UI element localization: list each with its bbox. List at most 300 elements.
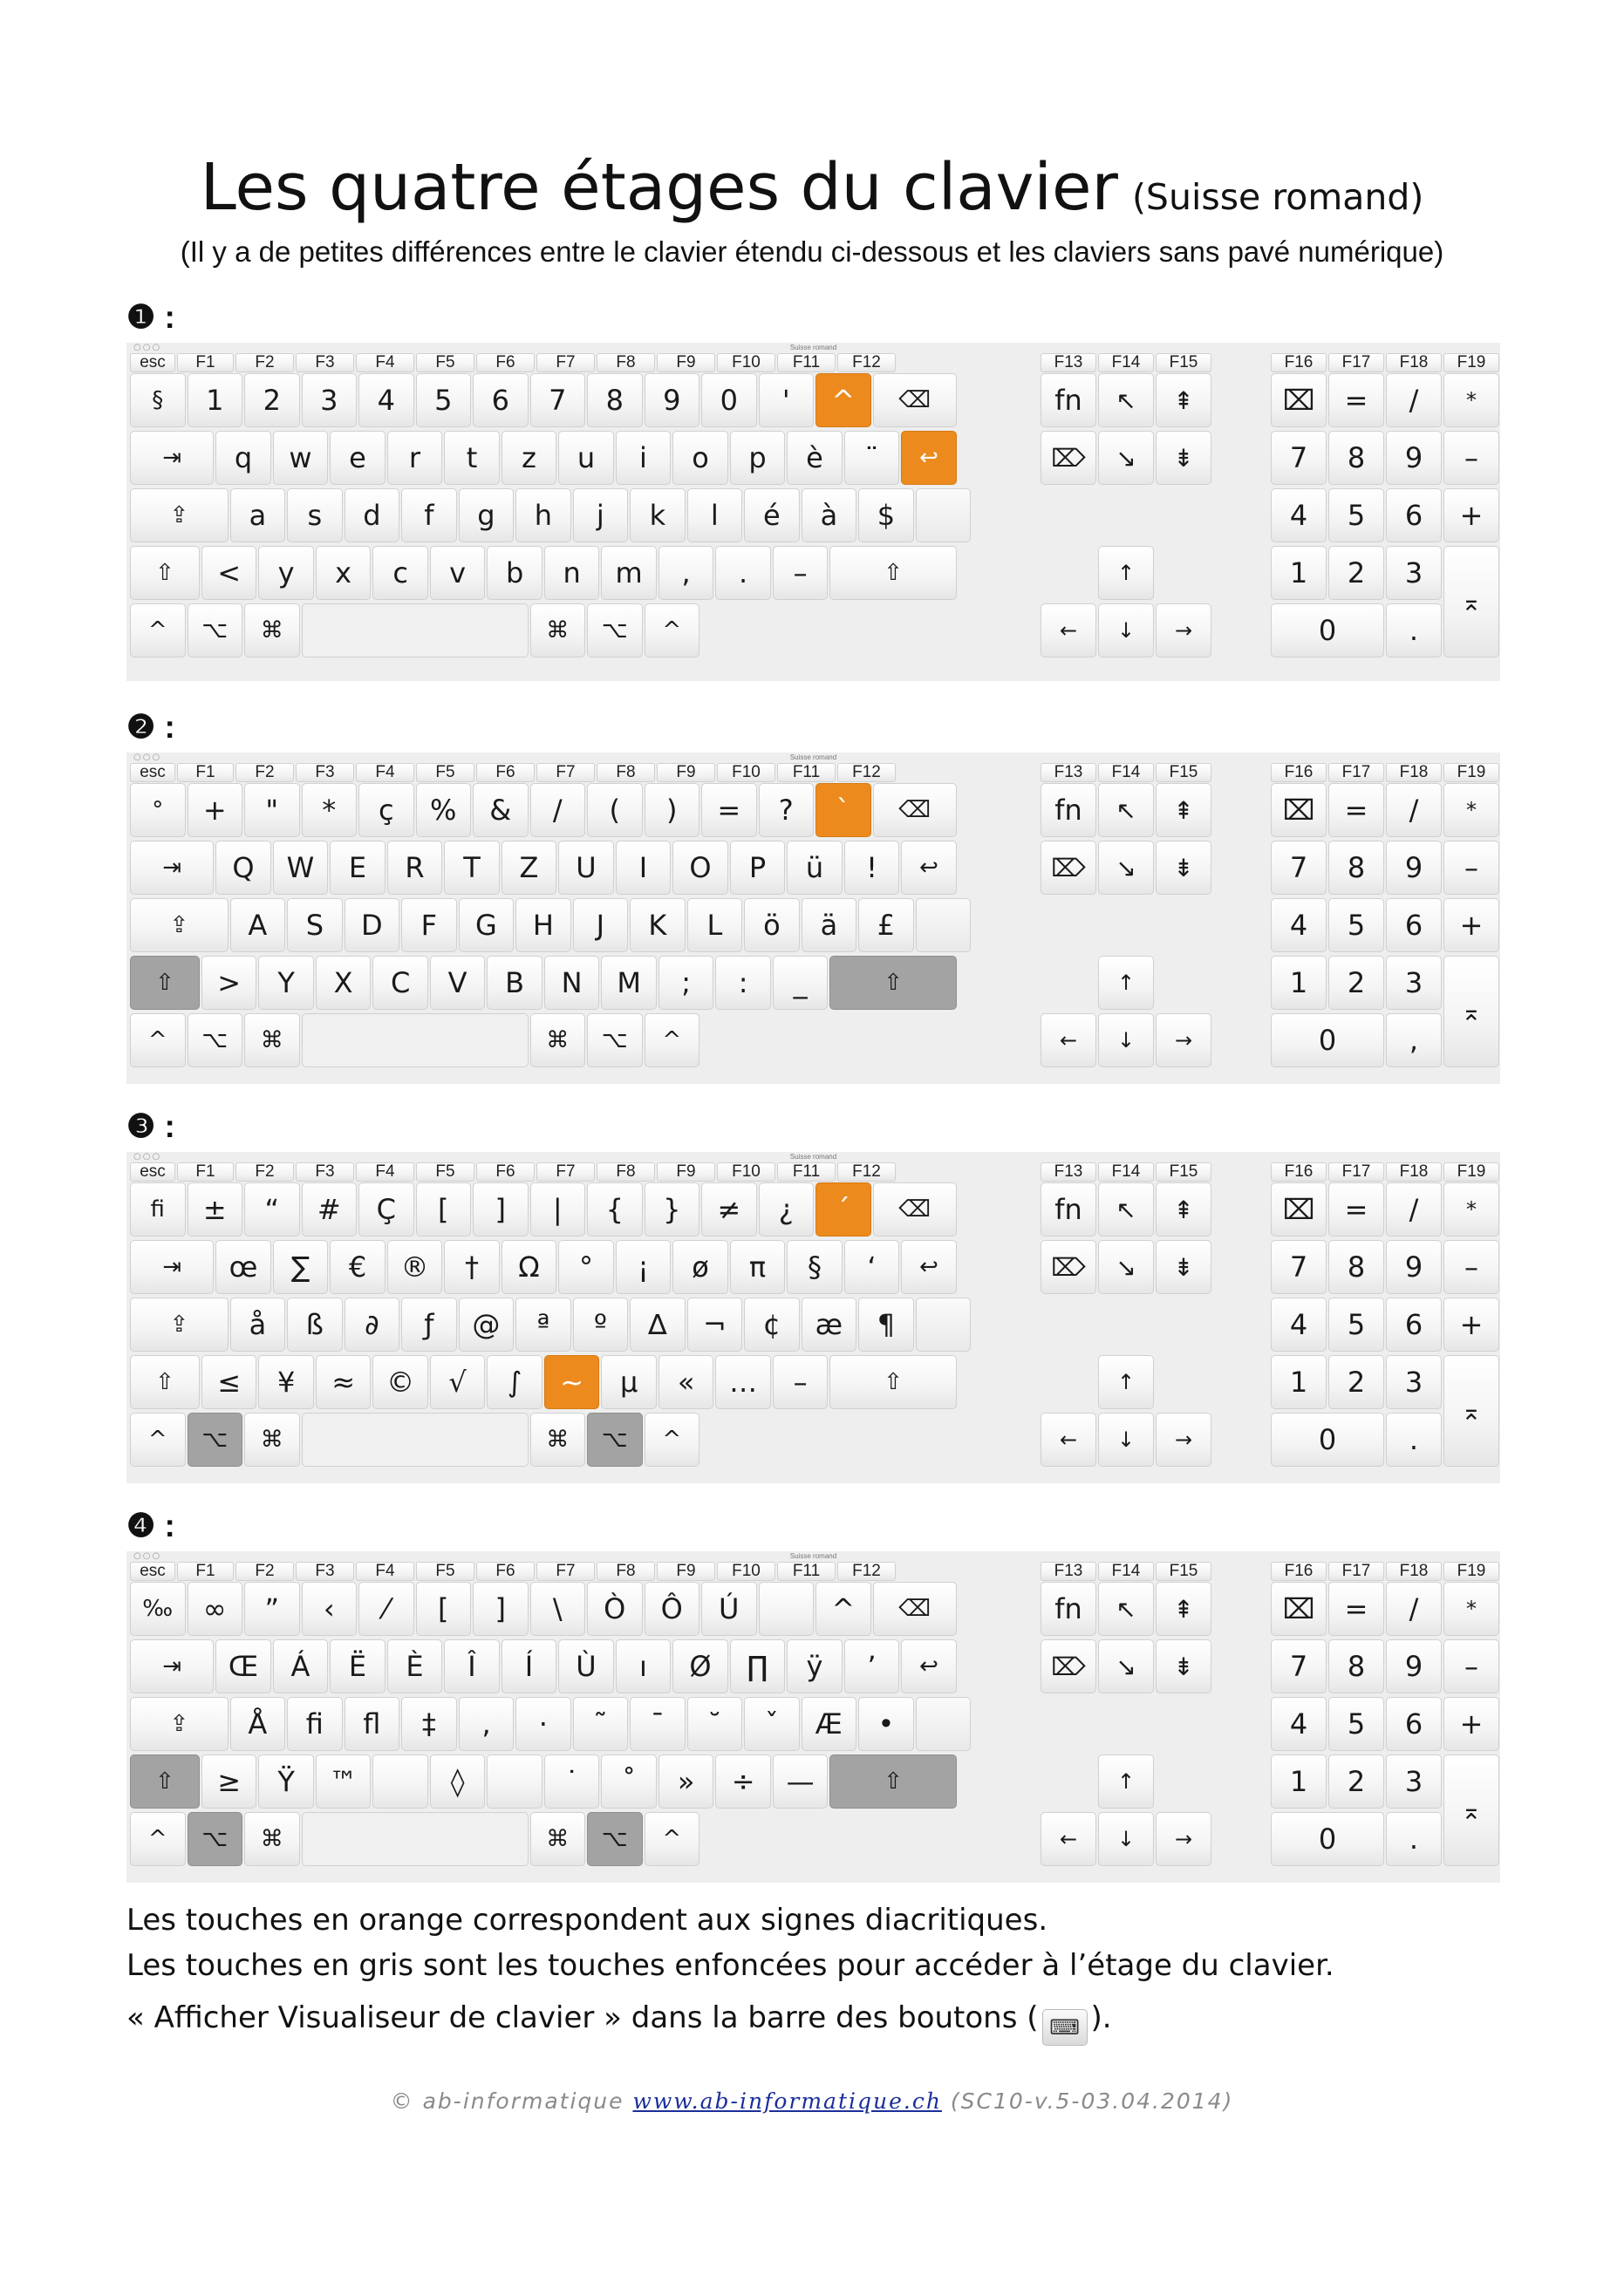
- key-home-row-4[interactable]: F: [401, 898, 457, 952]
- key-top-row-3[interactable]: €: [330, 1240, 386, 1294]
- key-fn-f18[interactable]: F18: [1386, 763, 1442, 782]
- key-fn-f16[interactable]: F16: [1271, 1162, 1327, 1182]
- key-fn-f8[interactable]: F8: [597, 1162, 655, 1182]
- key-modifier-row-2-command-icon[interactable]: ⌘: [244, 603, 300, 657]
- key-nav-up-arrow-up-icon[interactable]: ↑: [1098, 1355, 1154, 1409]
- key-num-r2-2[interactable]: 9: [1386, 1639, 1442, 1693]
- key-bottom-row-10[interactable]: :: [715, 956, 771, 1010]
- key-nav-r5-2-arrow-right-icon[interactable]: →: [1156, 1812, 1211, 1866]
- key-top-row-1[interactable]: œ: [215, 1240, 271, 1294]
- key-bottom-row-5[interactable]: ◊: [430, 1754, 486, 1809]
- key-bottom-row-8[interactable]: M: [601, 956, 657, 1010]
- key-bottom-row-12-shift-icon[interactable]: ⇧: [829, 956, 956, 1010]
- key-num-r1-0-clear-icon[interactable]: ⌧: [1271, 1182, 1327, 1237]
- key-nav-r1-0[interactable]: fn: [1041, 1582, 1096, 1636]
- key-fn-f16[interactable]: F16: [1271, 353, 1327, 372]
- key-modifier-row-1-option-icon[interactable]: ⌥: [188, 1812, 243, 1866]
- key-number-row-10[interactable]: =: [701, 783, 757, 837]
- key-top-row-4[interactable]: R: [387, 841, 443, 895]
- key-number-row-12-control-icon[interactable]: ^: [815, 373, 871, 427]
- key-number-row-5[interactable]: %: [416, 783, 472, 837]
- key-num-decimal[interactable]: .: [1386, 603, 1442, 657]
- key-home-row-7[interactable]: J: [573, 898, 629, 952]
- key-modifier-row-2-command-icon[interactable]: ⌘: [244, 1013, 300, 1067]
- key-num-decimal[interactable]: .: [1386, 1413, 1442, 1467]
- key-bottom-row-0-shift-icon[interactable]: ⇧: [130, 1754, 200, 1809]
- key-nav-r1-1-home-icon[interactable]: ↖: [1098, 1582, 1154, 1636]
- key-fn-f1[interactable]: F1: [177, 763, 234, 782]
- key-fn-f15[interactable]: F15: [1156, 1162, 1211, 1182]
- key-num-r3-1[interactable]: 5: [1328, 1298, 1384, 1352]
- key-modifier-row-3-apple-logo-icon[interactable]: [302, 1013, 529, 1067]
- key-num-decimal[interactable]: .: [1386, 1812, 1442, 1866]
- key-bottom-row-0-shift-icon[interactable]: ⇧: [130, 1355, 200, 1409]
- key-nav-r2-2-page-down-icon[interactable]: ⇟: [1156, 1639, 1211, 1693]
- key-num-r4-1[interactable]: 2: [1328, 1355, 1384, 1409]
- key-home-row-12[interactable]: ¶: [858, 1298, 914, 1352]
- key-home-row-0-caps-lock-icon[interactable]: ⇪: [130, 488, 229, 542]
- key-fn-esc[interactable]: esc: [130, 763, 175, 782]
- key-number-row-11[interactable]: ¿: [759, 1182, 815, 1237]
- key-num-r1-1[interactable]: =: [1328, 1582, 1384, 1636]
- key-num-r4-2[interactable]: 3: [1386, 1355, 1442, 1409]
- key-top-row-1[interactable]: Q: [215, 841, 271, 895]
- key-nav-r2-1-end-icon[interactable]: ↘: [1098, 1240, 1154, 1294]
- key-number-row-1[interactable]: ∞: [188, 1582, 243, 1636]
- key-num-r4-2[interactable]: 3: [1386, 1754, 1442, 1809]
- key-modifier-row-4-command-icon[interactable]: ⌘: [530, 1413, 586, 1467]
- key-num-r3-2[interactable]: 6: [1386, 898, 1442, 952]
- key-modifier-row-1-option-icon[interactable]: ⌥: [188, 603, 243, 657]
- key-top-row-4[interactable]: È: [387, 1639, 443, 1693]
- key-home-row-10[interactable]: é: [744, 488, 800, 542]
- key-num-r2-2[interactable]: 9: [1386, 431, 1442, 485]
- key-number-row-13-backspace-icon[interactable]: ⌫: [873, 1582, 957, 1636]
- key-bottom-row-11[interactable]: _: [773, 956, 829, 1010]
- key-number-row-0[interactable]: °: [130, 783, 186, 837]
- key-home-row-5[interactable]: G: [459, 898, 515, 952]
- key-modifier-row-2-command-icon[interactable]: ⌘: [244, 1413, 300, 1467]
- key-bottom-row-9[interactable]: «: [658, 1355, 714, 1409]
- key-number-row-4[interactable]: ⁄: [358, 1582, 414, 1636]
- key-top-row-9[interactable]: o: [672, 431, 728, 485]
- key-top-row-10[interactable]: p: [730, 431, 786, 485]
- key-number-row-1[interactable]: ±: [188, 1182, 243, 1237]
- key-fn-esc[interactable]: esc: [130, 353, 175, 372]
- key-nav-r5-0-arrow-left-icon[interactable]: ←: [1041, 603, 1096, 657]
- key-number-row-4[interactable]: 4: [358, 373, 414, 427]
- key-fn-f2[interactable]: F2: [235, 763, 294, 782]
- key-fn-f15[interactable]: F15: [1156, 353, 1211, 372]
- key-bottom-row-6-apple-logo-icon[interactable]: [487, 1754, 542, 1809]
- key-num-r3-0[interactable]: 4: [1271, 1697, 1327, 1751]
- key-top-row-6[interactable]: Ω: [502, 1240, 557, 1294]
- key-top-row-7[interactable]: u: [558, 431, 614, 485]
- key-fn-f11[interactable]: F11: [777, 353, 836, 372]
- key-home-row-10[interactable]: ˇ: [744, 1697, 800, 1751]
- key-modifier-row-6-control-icon[interactable]: ^: [645, 1013, 700, 1067]
- key-modifier-row-0-control-icon[interactable]: ^: [130, 603, 186, 657]
- key-modifier-row-5-option-icon[interactable]: ⌥: [587, 603, 643, 657]
- key-fn-f1[interactable]: F1: [177, 1162, 234, 1182]
- key-fn-f14[interactable]: F14: [1098, 353, 1154, 372]
- key-top-row-2[interactable]: W: [273, 841, 329, 895]
- key-fn-f4[interactable]: F4: [356, 1162, 414, 1182]
- key-nav-r5-0-arrow-left-icon[interactable]: ←: [1041, 1413, 1096, 1467]
- key-bottom-row-5[interactable]: √: [430, 1355, 486, 1409]
- key-fn-f10[interactable]: F10: [717, 1562, 775, 1581]
- key-fn-f7[interactable]: F7: [536, 1562, 595, 1581]
- key-number-row-3[interactable]: *: [302, 783, 358, 837]
- key-top-row-9[interactable]: ø: [672, 1240, 728, 1294]
- key-fn-f17[interactable]: F17: [1328, 763, 1384, 782]
- key-nav-up-arrow-up-icon[interactable]: ↑: [1098, 546, 1154, 600]
- key-fn-f5[interactable]: F5: [416, 1562, 474, 1581]
- key-bottom-row-12-shift-icon[interactable]: ⇧: [829, 1355, 956, 1409]
- key-number-row-2[interactable]: ": [244, 783, 300, 837]
- key-nav-r1-1-home-icon[interactable]: ↖: [1098, 373, 1154, 427]
- key-top-row-7[interactable]: Ù: [558, 1639, 614, 1693]
- key-home-row-4[interactable]: f: [401, 488, 457, 542]
- key-bottom-row-6[interactable]: ∫: [487, 1355, 542, 1409]
- key-home-row-2[interactable]: ß: [287, 1298, 343, 1352]
- key-modifier-row-1-option-icon[interactable]: ⌥: [188, 1413, 243, 1467]
- key-number-row-7[interactable]: \: [530, 1582, 586, 1636]
- key-fn-f9[interactable]: F9: [657, 1562, 715, 1581]
- key-nav-r5-1-arrow-down-icon[interactable]: ↓: [1098, 1812, 1154, 1866]
- key-top-row-3[interactable]: e: [330, 431, 386, 485]
- key-home-row-3[interactable]: ﬂ: [345, 1697, 400, 1751]
- key-fn-f3[interactable]: F3: [296, 1562, 354, 1581]
- key-home-row-13-apple-logo-icon[interactable]: [916, 1298, 972, 1352]
- key-number-row-7[interactable]: |: [530, 1182, 586, 1237]
- key-num-zero[interactable]: 0: [1271, 1413, 1384, 1467]
- key-home-row-9[interactable]: l: [687, 488, 743, 542]
- key-top-row-5[interactable]: †: [444, 1240, 500, 1294]
- key-home-row-6[interactable]: H: [515, 898, 571, 952]
- key-nav-up-arrow-up-icon[interactable]: ↑: [1098, 1754, 1154, 1809]
- key-fn-f12[interactable]: F12: [837, 1562, 896, 1581]
- key-num-r2-0[interactable]: 7: [1271, 1240, 1327, 1294]
- key-fn-f14[interactable]: F14: [1098, 1562, 1154, 1581]
- key-num-r1-2[interactable]: /: [1386, 783, 1442, 837]
- key-number-row-2[interactable]: 2: [244, 373, 300, 427]
- key-top-row-5[interactable]: T: [444, 841, 500, 895]
- key-number-row-6[interactable]: ]: [473, 1582, 529, 1636]
- key-home-row-6[interactable]: ª: [515, 1298, 571, 1352]
- key-fn-f5[interactable]: F5: [416, 1162, 474, 1182]
- key-num-r1-3[interactable]: *: [1443, 1182, 1499, 1237]
- key-bottom-row-8[interactable]: µ: [601, 1355, 657, 1409]
- key-bottom-row-2[interactable]: Y: [258, 956, 314, 1010]
- key-bottom-row-4[interactable]: ©: [372, 1355, 428, 1409]
- key-modifier-row-4-command-icon[interactable]: ⌘: [530, 1812, 586, 1866]
- key-home-row-7[interactable]: º: [573, 1298, 629, 1352]
- key-bottom-row-1[interactable]: ≤: [201, 1355, 257, 1409]
- key-home-row-3[interactable]: D: [345, 898, 400, 952]
- key-top-row-3[interactable]: E: [330, 841, 386, 895]
- key-fn-f9[interactable]: F9: [657, 1162, 715, 1182]
- key-nav-r5-1-arrow-down-icon[interactable]: ↓: [1098, 603, 1154, 657]
- key-fn-f13[interactable]: F13: [1041, 763, 1096, 782]
- key-fn-f17[interactable]: F17: [1328, 353, 1384, 372]
- key-fn-f12[interactable]: F12: [837, 1162, 896, 1182]
- key-fn-f4[interactable]: F4: [356, 763, 414, 782]
- key-modifier-row-2-command-icon[interactable]: ⌘: [244, 1812, 300, 1866]
- key-num-r2-1[interactable]: 8: [1328, 841, 1384, 895]
- key-num-r1-2[interactable]: /: [1386, 1582, 1442, 1636]
- key-number-row-2[interactable]: ”: [244, 1582, 300, 1636]
- key-top-row-11[interactable]: ü: [787, 841, 843, 895]
- key-nav-r2-1-end-icon[interactable]: ↘: [1098, 1639, 1154, 1693]
- key-top-row-12[interactable]: !: [844, 841, 900, 895]
- key-number-row-4[interactable]: ç: [358, 783, 414, 837]
- key-bottom-row-3[interactable]: x: [316, 546, 372, 600]
- key-home-row-0-caps-lock-icon[interactable]: ⇪: [130, 898, 229, 952]
- key-fn-f3[interactable]: F3: [296, 763, 354, 782]
- key-num-r4-0[interactable]: 1: [1271, 956, 1327, 1010]
- key-fn-f19[interactable]: F19: [1443, 353, 1499, 372]
- key-num-r2-0[interactable]: 7: [1271, 1639, 1327, 1693]
- key-modifier-row-4-command-icon[interactable]: ⌘: [530, 603, 586, 657]
- key-fn-f2[interactable]: F2: [235, 1562, 294, 1581]
- key-top-row-8[interactable]: ı: [616, 1639, 672, 1693]
- key-number-row-9[interactable]: }: [645, 1182, 700, 1237]
- key-num-r1-0-clear-icon[interactable]: ⌧: [1271, 373, 1327, 427]
- key-num-r1-3[interactable]: *: [1443, 783, 1499, 837]
- key-number-row-6[interactable]: ]: [473, 1182, 529, 1237]
- key-top-row-2[interactable]: Á: [273, 1639, 329, 1693]
- key-home-row-2[interactable]: S: [287, 898, 343, 952]
- key-number-row-11-apple-logo-icon[interactable]: [759, 1582, 815, 1636]
- key-bottom-row-4-apple-logo-icon[interactable]: [372, 1754, 428, 1809]
- key-num-r2-1[interactable]: 8: [1328, 1240, 1384, 1294]
- key-num-zero[interactable]: 0: [1271, 1812, 1384, 1866]
- key-top-row-5[interactable]: Î: [444, 1639, 500, 1693]
- key-top-row-7[interactable]: U: [558, 841, 614, 895]
- key-top-row-0-tab-icon[interactable]: ⇥: [130, 1639, 214, 1693]
- key-modifier-row-3-apple-logo-icon[interactable]: [302, 1812, 529, 1866]
- key-fn-f14[interactable]: F14: [1098, 1162, 1154, 1182]
- key-num-r2-3[interactable]: –: [1443, 841, 1499, 895]
- key-modifier-row-0-control-icon[interactable]: ^: [130, 1013, 186, 1067]
- key-fn-esc[interactable]: esc: [130, 1562, 175, 1581]
- key-nav-r2-0-forward-delete-icon[interactable]: ⌦: [1041, 1639, 1096, 1693]
- key-num-enter-enter-icon[interactable]: ⌅: [1443, 1355, 1499, 1467]
- key-top-row-10[interactable]: ∏: [730, 1639, 786, 1693]
- key-nav-r1-2-page-up-icon[interactable]: ⇞: [1156, 373, 1211, 427]
- key-num-r4-1[interactable]: 2: [1328, 1754, 1384, 1809]
- key-home-row-7[interactable]: j: [573, 488, 629, 542]
- key-num-r1-2[interactable]: /: [1386, 1182, 1442, 1237]
- key-number-row-5[interactable]: 5: [416, 373, 472, 427]
- key-top-row-11[interactable]: è: [787, 431, 843, 485]
- key-bottom-row-5[interactable]: V: [430, 956, 486, 1010]
- key-num-r3-2[interactable]: 6: [1386, 488, 1442, 542]
- key-nav-r5-2-arrow-right-icon[interactable]: →: [1156, 1413, 1211, 1467]
- key-nav-up-arrow-up-icon[interactable]: ↑: [1098, 956, 1154, 1010]
- key-fn-f18[interactable]: F18: [1386, 1162, 1442, 1182]
- key-num-r2-3[interactable]: –: [1443, 1639, 1499, 1693]
- key-home-row-1[interactable]: A: [230, 898, 286, 952]
- key-home-row-13-apple-logo-icon[interactable]: [916, 1697, 972, 1751]
- key-bottom-row-6[interactable]: B: [487, 956, 542, 1010]
- key-fn-f10[interactable]: F10: [717, 353, 775, 372]
- key-home-row-1[interactable]: Å: [230, 1697, 286, 1751]
- key-nav-r5-0-arrow-left-icon[interactable]: ←: [1041, 1812, 1096, 1866]
- key-num-r4-0[interactable]: 1: [1271, 1355, 1327, 1409]
- key-top-row-4[interactable]: r: [387, 431, 443, 485]
- key-fn-f5[interactable]: F5: [416, 763, 474, 782]
- key-fn-f6[interactable]: F6: [476, 353, 535, 372]
- key-num-r4-0[interactable]: 1: [1271, 546, 1327, 600]
- key-number-row-9[interactable]: Ô: [645, 1582, 700, 1636]
- key-number-row-7[interactable]: 7: [530, 373, 586, 427]
- key-home-row-8[interactable]: ∆: [630, 1298, 686, 1352]
- key-bottom-row-2[interactable]: y: [258, 546, 314, 600]
- key-fn-f7[interactable]: F7: [536, 763, 595, 782]
- key-modifier-row-5-option-icon[interactable]: ⌥: [587, 1013, 643, 1067]
- key-top-row-6[interactable]: Í: [502, 1639, 557, 1693]
- key-number-row-5[interactable]: [: [416, 1582, 472, 1636]
- key-num-r1-3[interactable]: *: [1443, 1582, 1499, 1636]
- key-num-zero[interactable]: 0: [1271, 1013, 1384, 1067]
- key-number-row-3[interactable]: ‹: [302, 1582, 358, 1636]
- key-top-row-6[interactable]: Z: [502, 841, 557, 895]
- key-modifier-row-5-option-icon[interactable]: ⌥: [587, 1812, 643, 1866]
- key-bottom-row-0-shift-icon[interactable]: ⇧: [130, 956, 200, 1010]
- key-bottom-row-2[interactable]: ¥: [258, 1355, 314, 1409]
- key-fn-esc[interactable]: esc: [130, 1162, 175, 1182]
- key-top-row-9[interactable]: Ø: [672, 1639, 728, 1693]
- key-fn-f4[interactable]: F4: [356, 1562, 414, 1581]
- key-nav-r1-0[interactable]: fn: [1041, 373, 1096, 427]
- key-fn-f11[interactable]: F11: [777, 1562, 836, 1581]
- key-top-row-12[interactable]: ¨: [844, 431, 900, 485]
- key-home-row-4[interactable]: ‡: [401, 1697, 457, 1751]
- key-bottom-row-0-shift-icon[interactable]: ⇧: [130, 546, 200, 600]
- key-nav-r1-2-page-up-icon[interactable]: ⇞: [1156, 1182, 1211, 1237]
- key-home-row-9[interactable]: ¬: [687, 1298, 743, 1352]
- key-fn-f15[interactable]: F15: [1156, 1562, 1211, 1581]
- key-number-row-11[interactable]: ': [759, 373, 815, 427]
- key-top-row-11[interactable]: ÿ: [787, 1639, 843, 1693]
- key-bottom-row-11[interactable]: –: [773, 546, 829, 600]
- key-fn-f2[interactable]: F2: [235, 353, 294, 372]
- key-num-r3-0[interactable]: 4: [1271, 1298, 1327, 1352]
- key-num-r3-3[interactable]: +: [1443, 898, 1499, 952]
- key-nav-r2-0-forward-delete-icon[interactable]: ⌦: [1041, 841, 1096, 895]
- key-number-row-4[interactable]: Ç: [358, 1182, 414, 1237]
- key-home-row-1[interactable]: å: [230, 1298, 286, 1352]
- key-top-row-12[interactable]: ‘: [844, 1240, 900, 1294]
- key-top-row-8[interactable]: I: [616, 841, 672, 895]
- key-num-r4-2[interactable]: 3: [1386, 546, 1442, 600]
- key-num-r4-0[interactable]: 1: [1271, 1754, 1327, 1809]
- key-home-row-12[interactable]: $: [858, 488, 914, 542]
- key-num-r3-0[interactable]: 4: [1271, 488, 1327, 542]
- key-num-r1-0-clear-icon[interactable]: ⌧: [1271, 783, 1327, 837]
- key-num-r3-0[interactable]: 4: [1271, 898, 1327, 952]
- key-number-row-12[interactable]: `: [815, 783, 871, 837]
- key-num-r1-1[interactable]: =: [1328, 373, 1384, 427]
- key-nav-r1-0[interactable]: fn: [1041, 1182, 1096, 1237]
- key-bottom-row-7[interactable]: n: [544, 546, 600, 600]
- key-top-row-11[interactable]: §: [787, 1240, 843, 1294]
- key-bottom-row-3[interactable]: ™: [316, 1754, 372, 1809]
- key-modifier-row-3-apple-logo-icon[interactable]: [302, 603, 529, 657]
- key-num-r4-1[interactable]: 2: [1328, 956, 1384, 1010]
- key-home-row-13-apple-logo-icon[interactable]: [916, 898, 972, 952]
- key-modifier-row-0-control-icon[interactable]: ^: [130, 1812, 186, 1866]
- key-top-row-3[interactable]: Ë: [330, 1639, 386, 1693]
- key-nav-r1-2-page-up-icon[interactable]: ⇞: [1156, 783, 1211, 837]
- key-number-row-10[interactable]: ≠: [701, 1182, 757, 1237]
- key-home-row-10[interactable]: ö: [744, 898, 800, 952]
- key-num-enter-enter-icon[interactable]: ⌅: [1443, 956, 1499, 1067]
- key-bottom-row-9[interactable]: ;: [658, 956, 714, 1010]
- key-top-row-12[interactable]: ’: [844, 1639, 900, 1693]
- key-fn-f8[interactable]: F8: [597, 353, 655, 372]
- key-nav-r5-0-arrow-left-icon[interactable]: ←: [1041, 1013, 1096, 1067]
- key-bottom-row-10[interactable]: ÷: [715, 1754, 771, 1809]
- key-fn-f3[interactable]: F3: [296, 1162, 354, 1182]
- key-home-row-5[interactable]: g: [459, 488, 515, 542]
- key-nav-r2-0-forward-delete-icon[interactable]: ⌦: [1041, 1240, 1096, 1294]
- key-modifier-row-5-option-icon[interactable]: ⌥: [587, 1413, 643, 1467]
- key-bottom-row-6[interactable]: b: [487, 546, 542, 600]
- key-top-row-8[interactable]: ¡: [616, 1240, 672, 1294]
- key-nav-r2-1-end-icon[interactable]: ↘: [1098, 431, 1154, 485]
- key-home-row-6[interactable]: h: [515, 488, 571, 542]
- key-nav-r5-1-arrow-down-icon[interactable]: ↓: [1098, 1013, 1154, 1067]
- key-top-row-0-tab-icon[interactable]: ⇥: [130, 431, 214, 485]
- key-number-row-12-control-icon[interactable]: ^: [815, 1582, 871, 1636]
- key-modifier-row-4-command-icon[interactable]: ⌘: [530, 1013, 586, 1067]
- key-num-r3-1[interactable]: 5: [1328, 898, 1384, 952]
- key-number-row-9[interactable]: ): [645, 783, 700, 837]
- key-bottom-row-3[interactable]: ≈: [316, 1355, 372, 1409]
- key-top-row-13-return-icon[interactable]: ↩: [901, 1240, 957, 1294]
- key-number-row-1[interactable]: 1: [188, 373, 243, 427]
- key-home-row-9[interactable]: L: [687, 898, 743, 952]
- key-bottom-row-11[interactable]: —: [773, 1754, 829, 1809]
- key-num-r1-1[interactable]: =: [1328, 1182, 1384, 1237]
- key-fn-f8[interactable]: F8: [597, 763, 655, 782]
- key-home-row-0-caps-lock-icon[interactable]: ⇪: [130, 1697, 229, 1751]
- key-top-row-1[interactable]: Œ: [215, 1639, 271, 1693]
- key-home-row-8[interactable]: ¯: [630, 1697, 686, 1751]
- key-num-r4-2[interactable]: 3: [1386, 956, 1442, 1010]
- key-modifier-row-6-control-icon[interactable]: ^: [645, 603, 700, 657]
- key-bottom-row-10[interactable]: .: [715, 546, 771, 600]
- key-nav-r1-0[interactable]: fn: [1041, 783, 1096, 837]
- key-fn-f18[interactable]: F18: [1386, 1562, 1442, 1581]
- key-number-row-8[interactable]: {: [587, 1182, 643, 1237]
- key-fn-f8[interactable]: F8: [597, 1562, 655, 1581]
- key-num-r2-3[interactable]: –: [1443, 1240, 1499, 1294]
- key-top-row-9[interactable]: O: [672, 841, 728, 895]
- key-nav-r5-2-arrow-right-icon[interactable]: →: [1156, 603, 1211, 657]
- key-fn-f17[interactable]: F17: [1328, 1562, 1384, 1581]
- key-fn-f7[interactable]: F7: [536, 1162, 595, 1182]
- key-home-row-0-caps-lock-icon[interactable]: ⇪: [130, 1298, 229, 1352]
- key-fn-f19[interactable]: F19: [1443, 1162, 1499, 1182]
- key-bottom-row-4[interactable]: C: [372, 956, 428, 1010]
- key-num-r2-1[interactable]: 8: [1328, 1639, 1384, 1693]
- key-number-row-12[interactable]: ´: [815, 1182, 871, 1237]
- key-home-row-1[interactable]: a: [230, 488, 286, 542]
